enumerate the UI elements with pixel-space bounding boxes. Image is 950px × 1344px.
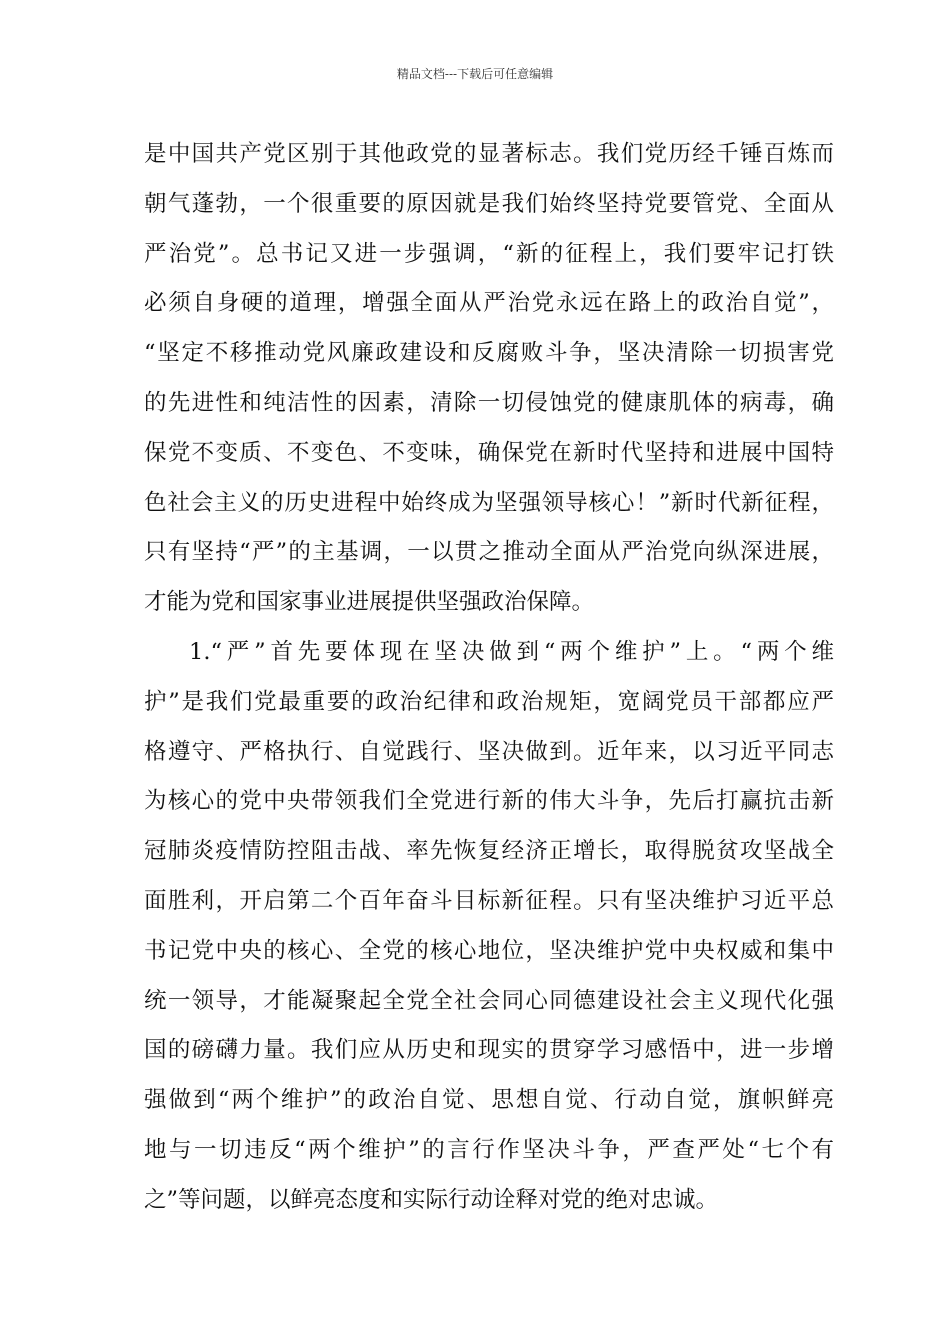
text-line: 国的磅礴力量。我们应从历史和现实的贯穿学习感悟中，进一步增	[144, 1037, 834, 1064]
text-line: 格遵守、严格执行、自觉践行、坚决做到。近年来，以习近平同志	[144, 738, 834, 765]
text-line: 为核心的党中央带领我们全党进行新的伟大斗争，先后打赢抗击新	[144, 788, 834, 815]
text-line: 1.“严”首先要体现在坚决做到“两个维护”上。“两个维	[189, 638, 834, 665]
document-body	[144, 130, 834, 1226]
text-line: 是中国共产党区别于其他政党的显著标志。我们党历经千锤百炼而	[144, 141, 834, 167]
text-line: 只有坚持“严”的主基调，一以贯之推动全面从严治党向纵深进展，	[144, 539, 834, 566]
text-line: 面胜利，开启第二个百年奋斗目标新征程。只有坚决维护习近平总	[144, 887, 834, 914]
text-line: 之”等问题，以鲜亮态度和实际行动诠释对党的绝对忠诚。	[144, 1186, 719, 1213]
text-line: 严治党”。总书记又进一步强调，“新的征程上，我们要牢记打铁	[144, 240, 834, 267]
text-line: 统一领导，才能凝聚起全党全社会同心同德建设社会主义现代化强	[144, 987, 834, 1014]
text-line: 朝气蓬勃，一个很重要的原因就是我们始终坚持党要管党、全面从	[144, 190, 834, 217]
text-line: 护”是我们党最重要的政治纪律和政治规矩，宽阔党员干部都应严	[144, 688, 834, 715]
text-line: 保党不变质、不变色、不变味，确保党在新时代坚持和进展中国特	[144, 439, 834, 466]
text-line: 才能为党和国家事业进展提供坚强政治保障。	[144, 589, 595, 616]
text-line: 强做到“两个维护”的政治自觉、思想自觉、行动自觉，旗帜鲜亮	[144, 1087, 834, 1114]
page-header: 精品文档---下载后可任意编辑	[396, 67, 554, 81]
text-line: 书记党中央的核心、全党的核心地位，坚决维护党中央权威和集中	[144, 937, 834, 964]
text-line: “坚定不移推动党风廉政建设和反腐败斗争，坚决清除一切损害党	[144, 340, 834, 367]
text-line: 必须自身硬的道理，增强全面从严治党永远在路上的政治自觉”，	[144, 290, 834, 317]
text-line: 的先进性和纯洁性的因素，清除一切侵蚀党的健康肌体的病毒，确	[144, 389, 834, 416]
paragraph-2	[144, 628, 834, 1226]
text-line: 地与一切违反“两个维护”的言行作坚决斗争，严查严处“七个有	[144, 1136, 834, 1163]
paragraph-1	[144, 130, 834, 628]
text-line: 色社会主义的历史进程中始终成为坚强领导核心！”新时代新征程，	[144, 489, 834, 516]
text-line: 冠肺炎疫情防控阻击战、率先恢复经济正增长，取得脱贫攻坚战全	[144, 838, 834, 865]
